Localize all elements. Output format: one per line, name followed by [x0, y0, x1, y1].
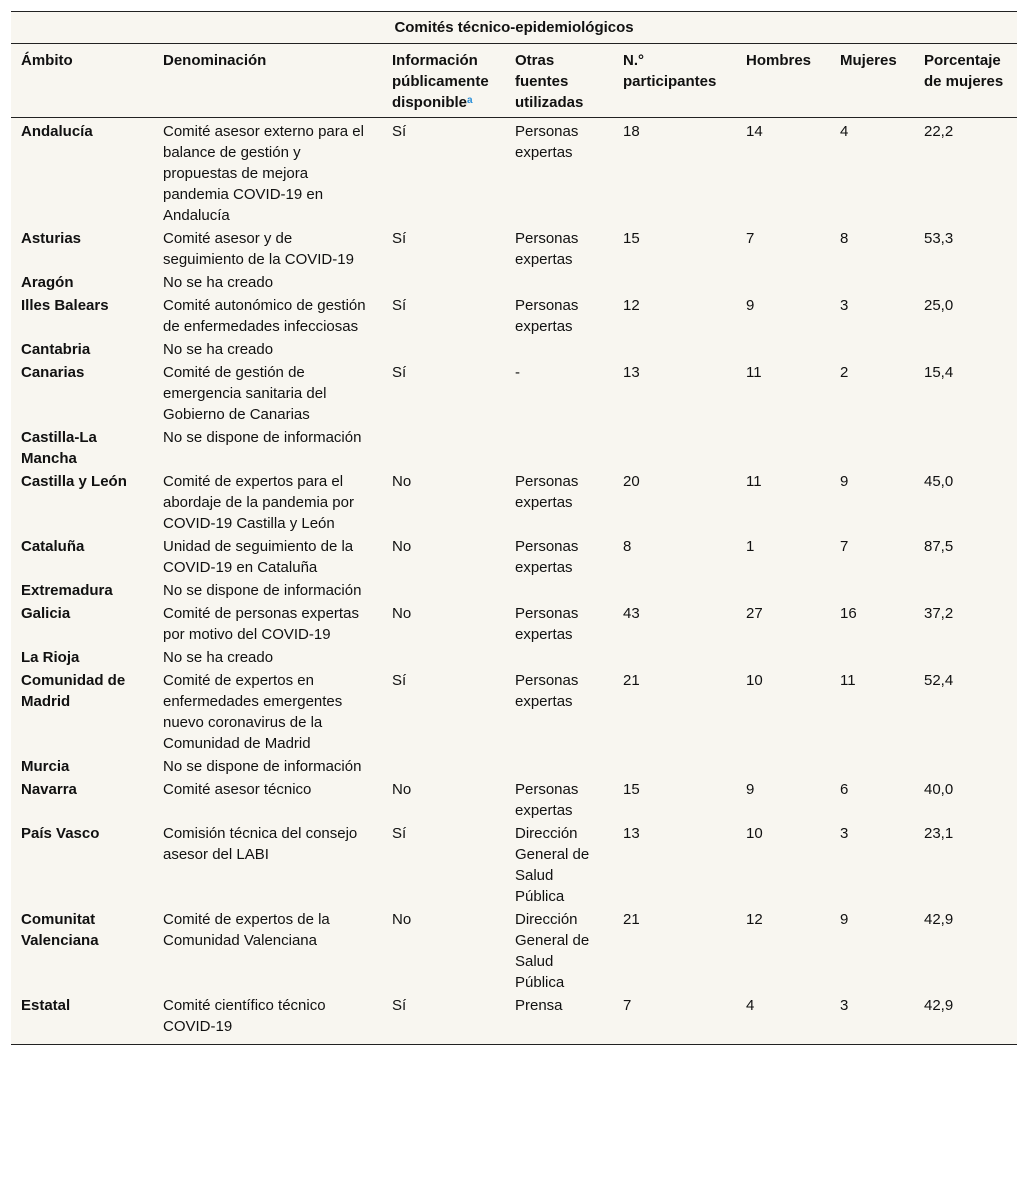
cell-ambito: Comunitat Valenciana [21, 911, 99, 949]
table-row [11, 755, 1017, 778]
cell-participantes: 13 [623, 364, 640, 381]
cell-hombres: 4 [736, 994, 830, 1045]
table-row [11, 822, 1017, 908]
cell-fuentes: - [515, 364, 520, 381]
cell-porcentaje [914, 646, 1017, 669]
cell-info [382, 271, 505, 294]
cell-porcentaje: 37,2 [924, 605, 954, 622]
cell-ambito: Castilla y León [21, 473, 127, 490]
cell-porcentaje: 40,0 [924, 781, 954, 798]
cell-info [382, 755, 505, 778]
cell-participantes [613, 271, 736, 294]
cell-denominacion: Comité autonómico de gestión de enfermedades infecciosas [163, 297, 366, 335]
cell-hombres [736, 426, 830, 470]
cell-participantes: 13 [623, 825, 640, 842]
cell-info: No [392, 605, 412, 622]
cell-info [382, 646, 505, 669]
cell-info: No [392, 538, 412, 555]
footnote-marker[interactable]: a [467, 95, 473, 106]
cell-hombres: 1 [746, 538, 755, 555]
header-ambito: Ámbito [11, 44, 153, 118]
table-row [11, 602, 1017, 646]
cell-hombres: 10 [746, 825, 763, 842]
cell-denominacion: No se ha creado [163, 649, 274, 666]
cell-porcentaje [914, 426, 1017, 470]
header-hombres: Hombres [736, 44, 830, 118]
cell-info [382, 579, 505, 602]
cell-hombres: 27 [746, 605, 763, 622]
cell-porcentaje: 52,4 [924, 672, 954, 689]
cell-denominacion: Comité de expertos de la Comunidad Valenciana [163, 911, 330, 949]
cell-hombres: 10 [746, 672, 763, 689]
committees-table [11, 11, 1017, 1045]
header-denominacion: Denominación [153, 44, 382, 118]
table-row [11, 470, 1017, 535]
table-row [11, 535, 1017, 579]
cell-ambito: Comunidad de Madrid [21, 672, 126, 710]
cell-info [382, 338, 505, 361]
cell-porcentaje [914, 338, 1017, 361]
cell-fuentes [505, 271, 613, 294]
cell-denominacion: Comité de personas expertas por motivo del COVID-19 [163, 605, 359, 643]
cell-participantes: 7 [613, 994, 736, 1045]
cell-porcentaje: 22,2 [924, 123, 954, 140]
cell-participantes [613, 426, 736, 470]
cell-mujeres: 9 [840, 473, 849, 490]
table-caption: Comités técnico-epidemiológicos [11, 12, 1017, 44]
header-row [11, 44, 1017, 118]
table-row [11, 669, 1017, 755]
cell-denominacion: No se dispone de información [163, 758, 362, 775]
cell-mujeres [830, 271, 914, 294]
cell-mujeres: 9 [840, 911, 849, 928]
cell-participantes: 21 [623, 672, 640, 689]
cell-mujeres: 2 [840, 364, 849, 381]
cell-ambito: Aragón [21, 274, 74, 291]
cell-mujeres: 6 [840, 781, 849, 798]
table-row [11, 294, 1017, 338]
cell-fuentes [505, 338, 613, 361]
cell-fuentes [505, 646, 613, 669]
cell-ambito: Estatal [11, 994, 153, 1045]
cell-denominacion: No se dispone de información [163, 582, 362, 599]
cell-porcentaje: 42,9 [924, 911, 954, 928]
cell-info: Sí [392, 230, 407, 247]
cell-participantes: 8 [623, 538, 632, 555]
cell-porcentaje: 45,0 [924, 473, 954, 490]
cell-info: No [392, 911, 412, 928]
table-row [11, 908, 1017, 994]
cell-hombres: 11 [746, 364, 762, 381]
cell-hombres: 11 [746, 473, 762, 490]
cell-ambito: País Vasco [21, 825, 100, 842]
table-row [11, 338, 1017, 361]
cell-participantes: 15 [623, 230, 640, 247]
table-row [11, 271, 1017, 294]
table-row [11, 646, 1017, 669]
cell-participantes: 21 [623, 911, 640, 928]
header-info [382, 44, 505, 118]
cell-mujeres: 3 [840, 297, 849, 314]
cell-ambito: Castilla-La Mancha [21, 429, 97, 467]
header-porcentaje: Porcentaje de mujeres [914, 44, 1017, 118]
cell-porcentaje: 53,3 [924, 230, 954, 247]
table-row [11, 426, 1017, 470]
cell-hombres [736, 271, 830, 294]
cell-info: Sí [392, 364, 407, 381]
cell-info: Sí [392, 123, 407, 140]
cell-fuentes: Personas expertas [515, 781, 579, 819]
table-row [11, 579, 1017, 602]
cell-ambito: La Rioja [21, 649, 80, 666]
cell-hombres [736, 579, 830, 602]
cell-porcentaje [914, 755, 1017, 778]
table-row [11, 994, 1017, 1045]
cell-fuentes: Personas expertas [515, 672, 579, 710]
cell-fuentes: Personas expertas [515, 297, 579, 335]
cell-mujeres: 4 [840, 123, 849, 140]
cell-participantes: 18 [623, 123, 640, 140]
cell-porcentaje: 23,1 [924, 825, 954, 842]
cell-fuentes: Personas expertas [515, 473, 579, 511]
table-body [11, 118, 1017, 1045]
cell-hombres [736, 755, 830, 778]
cell-hombres [736, 338, 830, 361]
cell-fuentes [505, 755, 613, 778]
cell-ambito: Galicia [21, 605, 71, 622]
cell-mujeres [830, 426, 914, 470]
cell-denominacion: No se ha creado [163, 274, 274, 291]
cell-mujeres [830, 338, 914, 361]
cell-mujeres: 11 [840, 672, 856, 689]
cell-porcentaje [914, 579, 1017, 602]
cell-mujeres [830, 579, 914, 602]
header-info-label: Información públicamente disponible [392, 52, 489, 111]
header-fuentes: Otras fuentes utilizadas [505, 44, 613, 118]
cell-fuentes: Personas expertas [515, 230, 579, 268]
cell-denominacion: Comité asesor externo para el balance de gestión y propuestas de mejora pandemia COVID-19 en Andalucía [163, 123, 364, 224]
cell-info: No [392, 781, 412, 798]
cell-mujeres: 8 [840, 230, 849, 247]
cell-fuentes: Dirección General de Salud Pública [515, 911, 590, 991]
cell-hombres: 12 [746, 911, 763, 928]
cell-denominacion: No se dispone de información [163, 429, 362, 446]
cell-participantes: 20 [623, 473, 640, 490]
cell-fuentes: Personas expertas [515, 605, 579, 643]
cell-mujeres: 3 [840, 825, 849, 842]
cell-ambito: Cantabria [21, 341, 91, 358]
table-row [11, 227, 1017, 271]
cell-ambito: Andalucía [21, 123, 93, 140]
cell-ambito: Murcia [21, 758, 70, 775]
table-row [11, 118, 1017, 228]
cell-porcentaje: 25,0 [924, 297, 954, 314]
cell-hombres [736, 646, 830, 669]
cell-denominacion: Comité asesor técnico [163, 781, 312, 798]
cell-denominacion: Unidad de seguimiento de la COVID-19 en Cataluña [163, 538, 354, 576]
cell-ambito: Illes Balears [21, 297, 109, 314]
cell-info: No [392, 473, 412, 490]
cell-denominacion: Comité de expertos para el abordaje de la pandemia por COVID-19 Castilla y León [163, 473, 354, 532]
cell-fuentes: Dirección General de Salud Pública [515, 825, 590, 905]
cell-porcentaje: 42,9 [914, 994, 1017, 1045]
cell-participantes: 43 [623, 605, 640, 622]
cell-fuentes [505, 426, 613, 470]
cell-denominacion: Comité asesor y de seguimiento de la COVID-19 [163, 230, 354, 268]
table-row [11, 778, 1017, 822]
cell-denominacion: Comisión técnica del consejo asesor del LABI [163, 825, 358, 863]
cell-denominacion: No se ha creado [163, 341, 274, 358]
cell-info: Sí [392, 672, 407, 689]
table-row [11, 361, 1017, 426]
cell-info [382, 426, 505, 470]
cell-denominacion: Comité de gestión de emergencia sanitaria del Gobierno de Canarias [163, 364, 327, 423]
cell-denominacion: Comité de expertos en enfermedades emergentes nuevo coronavirus de la Comunidad de Madrid [163, 672, 343, 752]
cell-ambito: Extremadura [21, 582, 113, 599]
cell-mujeres [830, 755, 914, 778]
cell-participantes: 12 [623, 297, 640, 314]
cell-ambito: Cataluña [21, 538, 85, 555]
cell-porcentaje: 87,5 [924, 538, 954, 555]
cell-participantes: 15 [623, 781, 640, 798]
cell-hombres: 9 [746, 781, 755, 798]
cell-ambito: Asturias [21, 230, 82, 247]
cell-info: Sí [382, 994, 505, 1045]
cell-mujeres: 16 [840, 605, 857, 622]
cell-fuentes: Personas expertas [515, 538, 579, 576]
cell-denominacion: Comité científico técnico COVID-19 [153, 994, 382, 1045]
cell-mujeres: 3 [830, 994, 914, 1045]
cell-info: Sí [392, 825, 407, 842]
header-mujeres: Mujeres [830, 44, 914, 118]
cell-hombres: 9 [746, 297, 755, 314]
table-container [11, 11, 1017, 1045]
cell-fuentes: Prensa [505, 994, 613, 1045]
cell-mujeres: 7 [840, 538, 849, 555]
cell-ambito: Canarias [21, 364, 85, 381]
cell-participantes [613, 646, 736, 669]
cell-porcentaje [914, 271, 1017, 294]
cell-porcentaje: 15,4 [924, 364, 954, 381]
cell-ambito: Navarra [21, 781, 77, 798]
cell-hombres: 7 [746, 230, 755, 247]
cell-participantes [613, 338, 736, 361]
header-participantes: N.° participantes [613, 44, 736, 118]
cell-info: Sí [392, 297, 407, 314]
cell-participantes [613, 579, 736, 602]
cell-participantes [613, 755, 736, 778]
cell-fuentes: Personas expertas [515, 123, 579, 161]
cell-fuentes [505, 579, 613, 602]
cell-mujeres [830, 646, 914, 669]
cell-hombres: 14 [746, 123, 763, 140]
